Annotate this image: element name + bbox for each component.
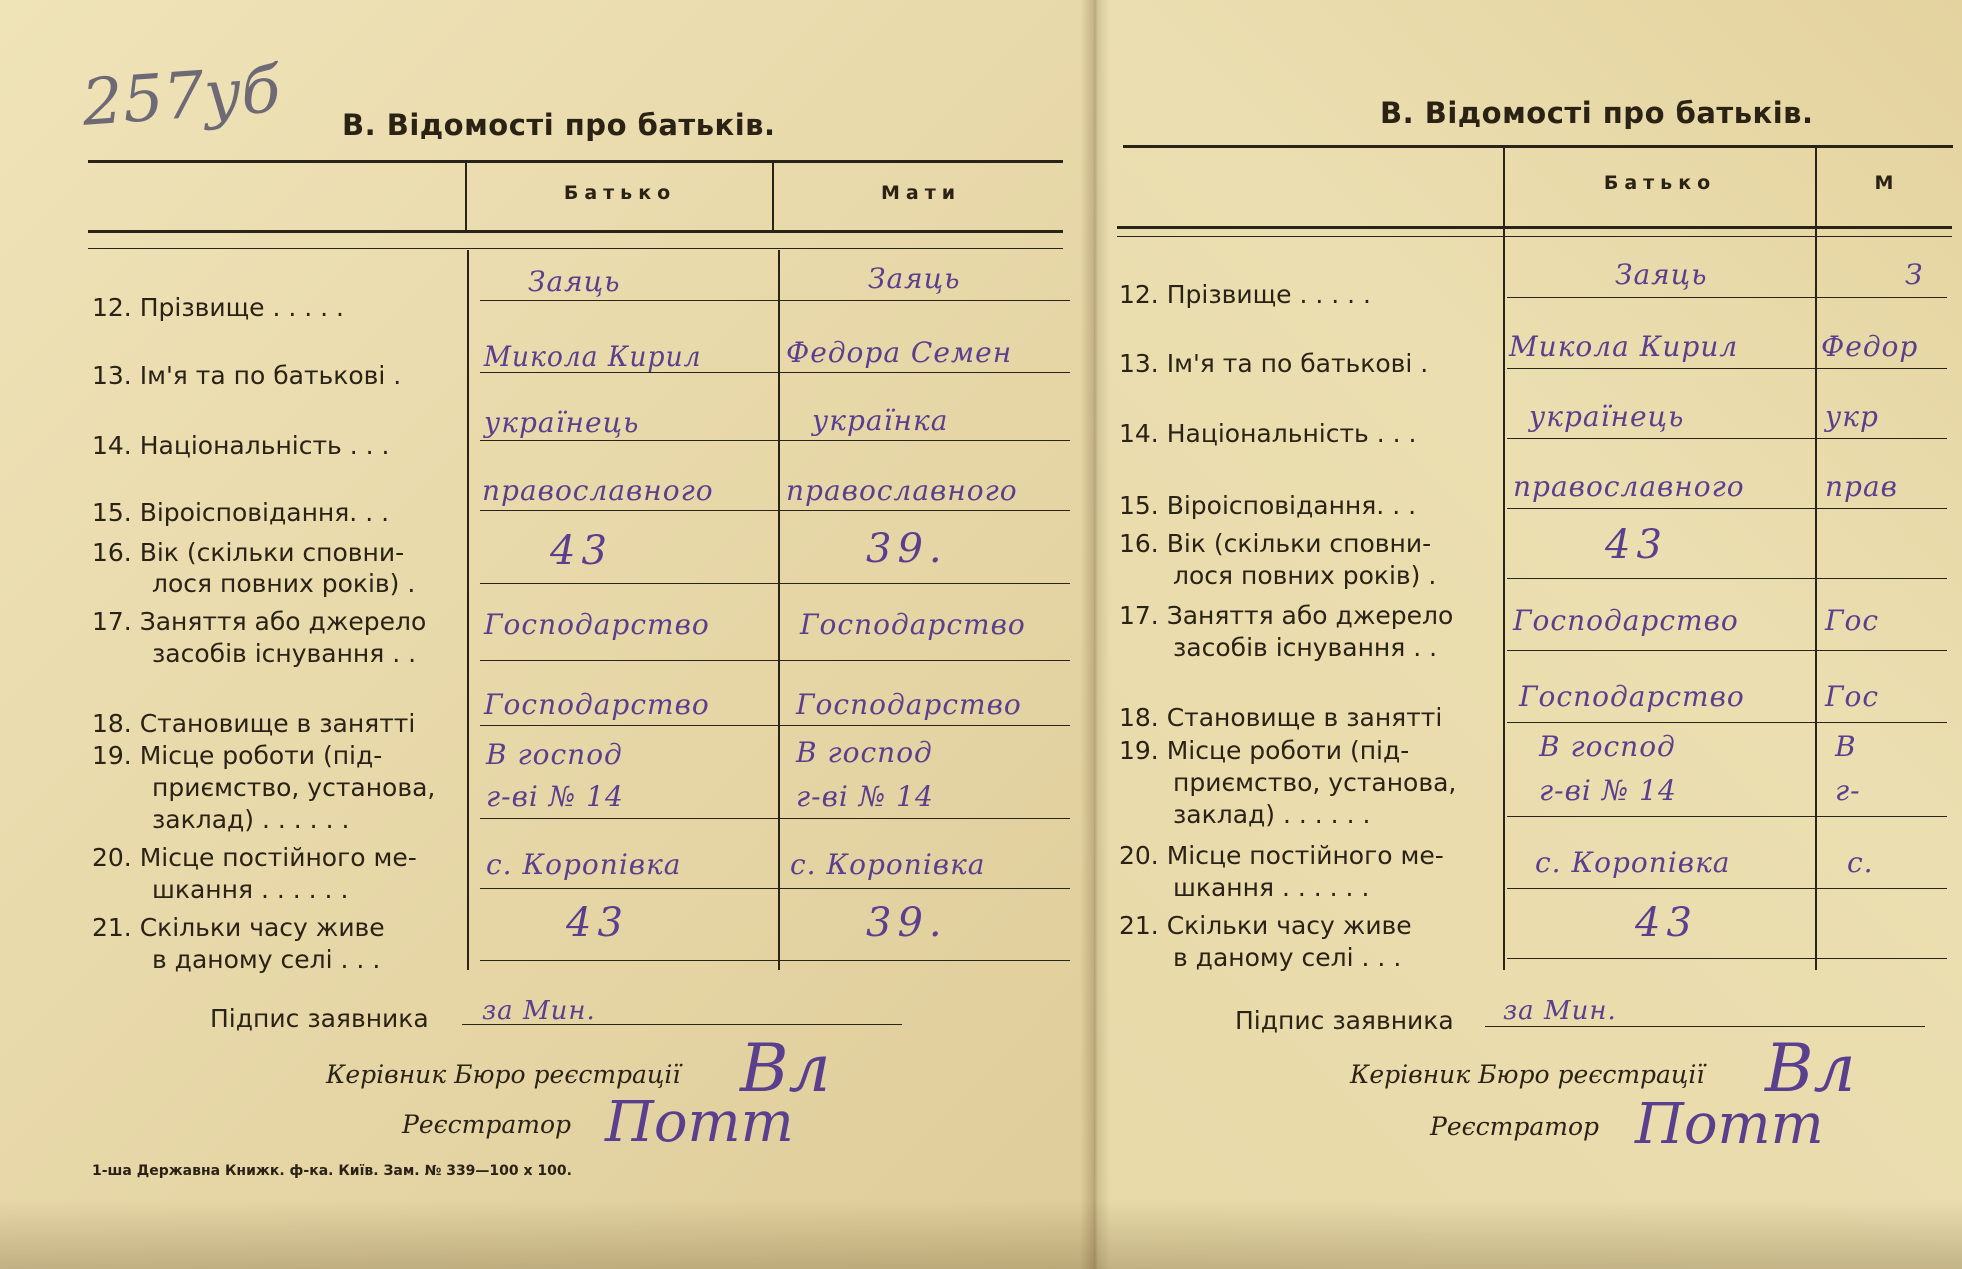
col-divider <box>1815 145 1817 970</box>
col-divider <box>772 160 774 230</box>
archive-number: 257уб <box>79 53 283 141</box>
row-line <box>1507 816 1947 817</box>
father-residence: с. Коропівка <box>486 848 682 881</box>
col-divider <box>778 250 780 970</box>
head-bureau-signature: Вл <box>1765 1030 1856 1107</box>
father-workplace-1: В господ <box>486 738 623 771</box>
row-line <box>480 960 1070 961</box>
mother-surname: Заяць <box>868 262 961 295</box>
mother-nationality: укр <box>1825 400 1879 433</box>
father-workplace-2: г-ві № 14 <box>486 780 624 813</box>
label-duration-2: в даному селі . . . <box>1173 943 1402 972</box>
col-divider <box>465 160 467 230</box>
mother-residence: с. Коропівка <box>790 848 986 881</box>
section-title: В. Відомості про батьків. <box>342 108 776 142</box>
label-position: 18. Становище в занятті <box>92 709 416 738</box>
label-workplace-3: заклад) . . . . . . <box>152 805 350 834</box>
label-occupation-2: засобів існування . . <box>152 639 417 668</box>
rule <box>1117 226 1952 229</box>
registrar-signature: Потт <box>605 1090 794 1155</box>
signature-line <box>1485 1026 1925 1027</box>
col-header-father: Батько <box>563 182 677 204</box>
label-name: 13. Ім'я та по батькові . <box>92 361 402 390</box>
label-occupation-1: 17. Заняття або джерело <box>1119 601 1454 630</box>
mother-workplace-1: В <box>1835 730 1857 763</box>
father-name: Микола Кирил <box>1509 330 1739 363</box>
row-line <box>1507 958 1947 959</box>
label-occupation-2: засобів існування . . <box>1173 633 1438 662</box>
label-residence-1: 20. Місце постійного ме- <box>1119 841 1444 870</box>
label-religion: 15. Віроісповідання. . . <box>1119 491 1417 520</box>
row-line <box>1507 578 1947 579</box>
head-bureau-signature: Вл <box>740 1030 831 1107</box>
rule <box>88 160 1063 163</box>
col-divider <box>467 250 469 970</box>
col-divider <box>1503 145 1505 970</box>
label-position: 18. Становище в занятті <box>1119 703 1443 732</box>
label-duration-1: 21. Скільки часу живе <box>92 913 385 942</box>
applicant-signature: за Мин. <box>1503 996 1617 1026</box>
row-line <box>480 583 1070 584</box>
registrar-label: Реєстратор <box>402 1110 571 1139</box>
mother-religion: прав <box>1825 470 1898 503</box>
label-workplace-1: 19. Місце роботи (під- <box>1119 736 1410 765</box>
row-line <box>1507 508 1947 509</box>
label-residence-2: шкання . . . . . . <box>152 875 349 904</box>
row-line <box>1507 650 1947 651</box>
col-header-mother: Мати <box>880 182 962 204</box>
registrar-signature: Потт <box>1635 1092 1824 1157</box>
row-line <box>480 300 1070 301</box>
label-name: 13. Ім'я та по батькові . <box>1119 349 1429 378</box>
col-header-father: Батько <box>1603 172 1717 194</box>
father-name: Микола Кирил <box>483 340 702 373</box>
label-residence-1: 20. Місце постійного ме- <box>92 843 417 872</box>
mother-nationality: українка <box>812 404 949 437</box>
father-workplace-2: г-ві № 14 <box>1539 774 1677 807</box>
mother-workplace-2: г- <box>1835 774 1861 807</box>
row-line <box>480 510 1070 511</box>
father-occupation: Господарство <box>484 608 710 641</box>
row-line <box>480 818 1070 819</box>
applicant-signature-label: Підпис заявника <box>210 1004 429 1033</box>
head-bureau-label: Керівник Бюро реєстрації <box>1350 1060 1705 1089</box>
row-line <box>1507 438 1947 439</box>
label-residence-2: шкання . . . . . . <box>1173 873 1370 902</box>
father-occupation: Господарство <box>1513 604 1739 637</box>
father-duration: 43 <box>1635 900 1698 946</box>
label-age-1: 16. Вік (скільки сповни- <box>1119 529 1432 558</box>
label-workplace-2: приємство, установа, <box>152 773 436 802</box>
row-line <box>1507 297 1947 298</box>
label-age-1: 16. Вік (скільки сповни- <box>92 538 405 567</box>
father-residence: с. Коропівка <box>1535 846 1731 879</box>
row-line <box>480 725 1070 726</box>
label-occupation-1: 17. Заняття або джерело <box>92 607 427 636</box>
mother-surname: З <box>1905 258 1924 291</box>
row-line <box>480 660 1070 661</box>
rule <box>88 248 1063 249</box>
mother-religion: православного <box>786 474 1018 507</box>
mother-workplace-1: В господ <box>796 736 933 769</box>
section-title: В. Відомості про батьків. <box>1380 96 1814 130</box>
mother-name: Федор <box>1821 330 1919 363</box>
row-line <box>1507 368 1947 369</box>
mother-duration: 39. <box>866 900 948 946</box>
label-duration-2: в даному селі . . . <box>152 945 381 974</box>
rule <box>1123 145 1953 148</box>
label-age-2: лося повних років) . <box>1173 561 1437 590</box>
label-workplace-1: 19. Місце роботи (під- <box>92 741 383 770</box>
father-surname: Заяць <box>528 265 621 298</box>
col-header-mother: М <box>1874 172 1900 194</box>
mother-age: 39. <box>866 526 948 572</box>
label-nationality: 14. Національність . . . <box>92 431 390 460</box>
mother-residence: с. <box>1847 846 1874 879</box>
father-religion: православного <box>1513 470 1745 503</box>
father-nationality: українець <box>1529 400 1685 433</box>
rule <box>1117 236 1952 237</box>
label-surname: 12. Прізвище . . . . . <box>92 293 344 322</box>
row-line <box>480 440 1070 441</box>
label-age-2: лося повних років) . <box>152 569 416 598</box>
father-duration: 43 <box>566 900 629 946</box>
label-duration-1: 21. Скільки часу живе <box>1119 911 1412 940</box>
applicant-signature: за Мин. <box>482 996 596 1026</box>
father-workplace-1: В господ <box>1539 730 1676 763</box>
mother-position: Господарство <box>796 688 1022 721</box>
father-age: 43 <box>1605 522 1668 568</box>
right-form <box>1105 0 1962 1269</box>
rule <box>88 230 1063 233</box>
head-bureau-label: Керівник Бюро реєстрації <box>326 1060 681 1089</box>
mother-occupation: Господарство <box>800 608 1026 641</box>
row-line <box>1507 888 1947 889</box>
father-surname: Заяць <box>1615 258 1708 291</box>
label-workplace-2: приємство, установа, <box>1173 768 1457 797</box>
printer-imprint: 1-ша Державна Книжк. ф-ка. Київ. Зам. № 339—100 х 100. <box>92 1163 572 1179</box>
mother-position: Гос <box>1825 680 1880 713</box>
label-surname: 12. Прізвище . . . . . <box>1119 280 1371 309</box>
label-religion: 15. Віроісповідання. . . <box>92 498 390 527</box>
father-nationality: українець <box>484 406 640 439</box>
father-position: Господарство <box>484 688 710 721</box>
father-religion: православного <box>482 474 714 507</box>
father-age: 43 <box>550 528 613 574</box>
registrar-label: Реєстратор <box>1430 1112 1599 1141</box>
row-line <box>480 888 1070 889</box>
mother-workplace-2: г-ві № 14 <box>796 780 934 813</box>
label-nationality: 14. Національність . . . <box>1119 419 1417 448</box>
applicant-signature-label: Підпис заявника <box>1235 1006 1454 1035</box>
father-position: Господарство <box>1519 680 1745 713</box>
label-workplace-3: заклад) . . . . . . <box>1173 800 1371 829</box>
mother-occupation: Гос <box>1825 604 1880 637</box>
mother-name: Федора Семен <box>786 336 1013 369</box>
row-line <box>1507 722 1947 723</box>
